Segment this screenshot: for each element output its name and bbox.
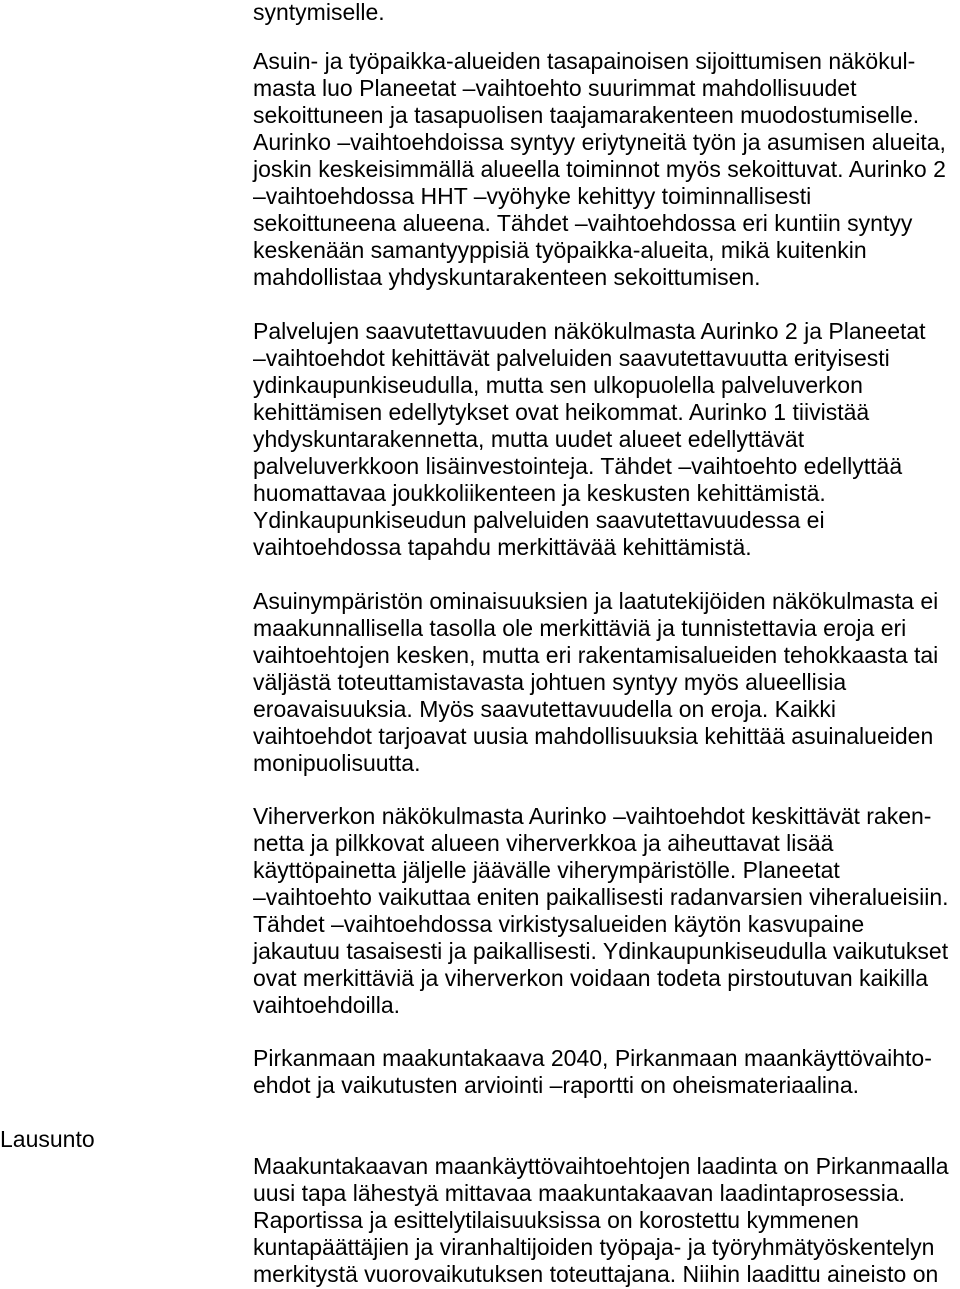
text-line: vaihtoehdoilla. [253,992,401,1018]
text-line: jakautuu tasaisesti ja paikallisesti. Ydinkaupunkiseudulla vaikutukset [253,938,949,964]
paragraph-statement [253,1153,949,1288]
text-line: väljästä toteuttamistavasta johtuen syntyy myös alueellisia [253,669,847,695]
text-line: joskin keskeisimmällä alueella toiminnot myös sekoittuvat. Aurinko 2 [253,156,946,182]
text-line: Asuinympäristön ominaisuuksien ja laatutekijöiden näkökulmasta ei [253,588,939,614]
text-line: ydinkaupunkiseudulla, mutta sen ulkopuolella palveluverkon [253,372,863,398]
text-line: vaihtoehdossa tapahdu merkittävää kehittämistä. [253,534,752,560]
text-line: masta luo Planeetat –vaihtoehto suurimmat mahdollisuudet [253,75,857,101]
text-line: Palvelujen saavutettavuuden näkökulmasta Aurinko 2 ja Planeetat [253,318,926,344]
text-line: sekoittuneen ja tasapuolisen taajamarakenteen muodostumiselle. [253,102,920,128]
paragraph-living-environment [253,588,938,777]
text-line: monipuolisuutta. [253,750,421,776]
paragraph-services [253,318,926,561]
text-line: keskenään samantyyppisiä työpaikka-alueita, mikä kuitenkin [253,237,867,263]
text-line: netta ja pilkkovat alueen viherverkkoa ja aiheuttavat lisää [253,830,834,856]
text-line: uusi tapa lähestyä mittavaa maakuntakaavan laadintaprosessia. [253,1180,906,1206]
text-line: kuntapäättäjien ja viranhaltijoiden työpaja- ja työryhmätyöskentelyn [253,1234,935,1260]
text-line: käyttöpainetta jäljelle jäävälle viherympäristölle. Planeetat [253,857,840,883]
text-line: Pirkanmaan maakuntakaava 2040, Pirkanmaan maankäyttövaihto- [253,1045,932,1071]
text-line: vaihtoehdot tarjoavat uusia mahdollisuuksia kehittää asuinalueiden [253,723,934,749]
text-line: maakunnallisella tasolla ole merkittäviä ja tunnistettavia eroja eri [253,615,907,641]
paragraph-continuation [253,0,385,26]
text-line: Ydinkaupunkiseudun palveluiden saavutettavuudessa ei [253,507,825,533]
section-label: Lausunto [0,1126,95,1152]
text-line: ehdot ja vaikutusten arviointi –raportti on oheismateriaalina. [253,1072,860,1098]
paragraph-land-use-mix [253,48,946,291]
text-line: –vaihtoehdossa HHT –vyöhyke kehittyy toiminnallisesti [253,183,812,209]
text-line: mahdollistaa yhdyskuntarakenteen sekoittumisen. [253,264,761,290]
text-line: Asuin- ja työpaikka-alueiden tasapainoisen sijoittumisen näkökul- [253,48,916,74]
text-line: sekoittuneena alueena. Tähdet –vaihtoehdossa eri kuntiin syntyy [253,210,913,236]
text-line: Viherverkon näkökulmasta Aurinko –vaihtoehdot keskittävät raken- [253,803,932,829]
paragraph-attachment-note [253,1045,932,1099]
text-line: kehittämisen edellytykset ovat heikommat. Aurinko 1 tiivistää [253,399,870,425]
text-line: Maakuntakaavan maankäyttövaihtoehtojen laadinta on Pirkanmaalla [253,1153,949,1179]
text-line: –vaihtoehto vaikuttaa eniten paikallisesti radanvarsien viheralueisiin. [253,884,949,910]
text-line: yhdyskuntarakennetta, mutta uudet alueet edellyttävät [253,426,805,452]
paragraph-green-network [253,803,949,1019]
text-line: Raportissa ja esittelytilaisuuksissa on korostettu kymmenen [253,1207,859,1233]
text-line: Aurinko –vaihtoehdoissa syntyy eriytyneitä työn ja asumisen alueita, [253,129,946,155]
text-line: syntymiselle. [253,0,385,25]
text-line: merkitystä vuorovaikutuksen toteuttajana. Niihin laadittu aineisto on [253,1261,939,1287]
text-line: vaihtoehtojen kesken, mutta eri rakentamisalueiden tehokkaasta tai [253,642,939,668]
text-line: huomattavaa joukkoliikenteen ja keskusten kehittämistä. [253,480,826,506]
text-line: ovat merkittäviä ja viherverkon voidaan todeta pirstoutuvan kaikilla [253,965,929,991]
text-line: palveluverkkoon lisäinvestointeja. Tähdet –vaihtoehto edellyttää [253,453,903,479]
text-line: eroavaisuuksia. Myös saavutettavuudella on eroja. Kaikki [253,696,836,722]
text-line: Tähdet –vaihtoehdossa virkistysalueiden käytön kasvupaine [253,911,865,937]
text-line: –vaihtoehdot kehittävät palveluiden saavutettavuutta erityisesti [253,345,890,371]
